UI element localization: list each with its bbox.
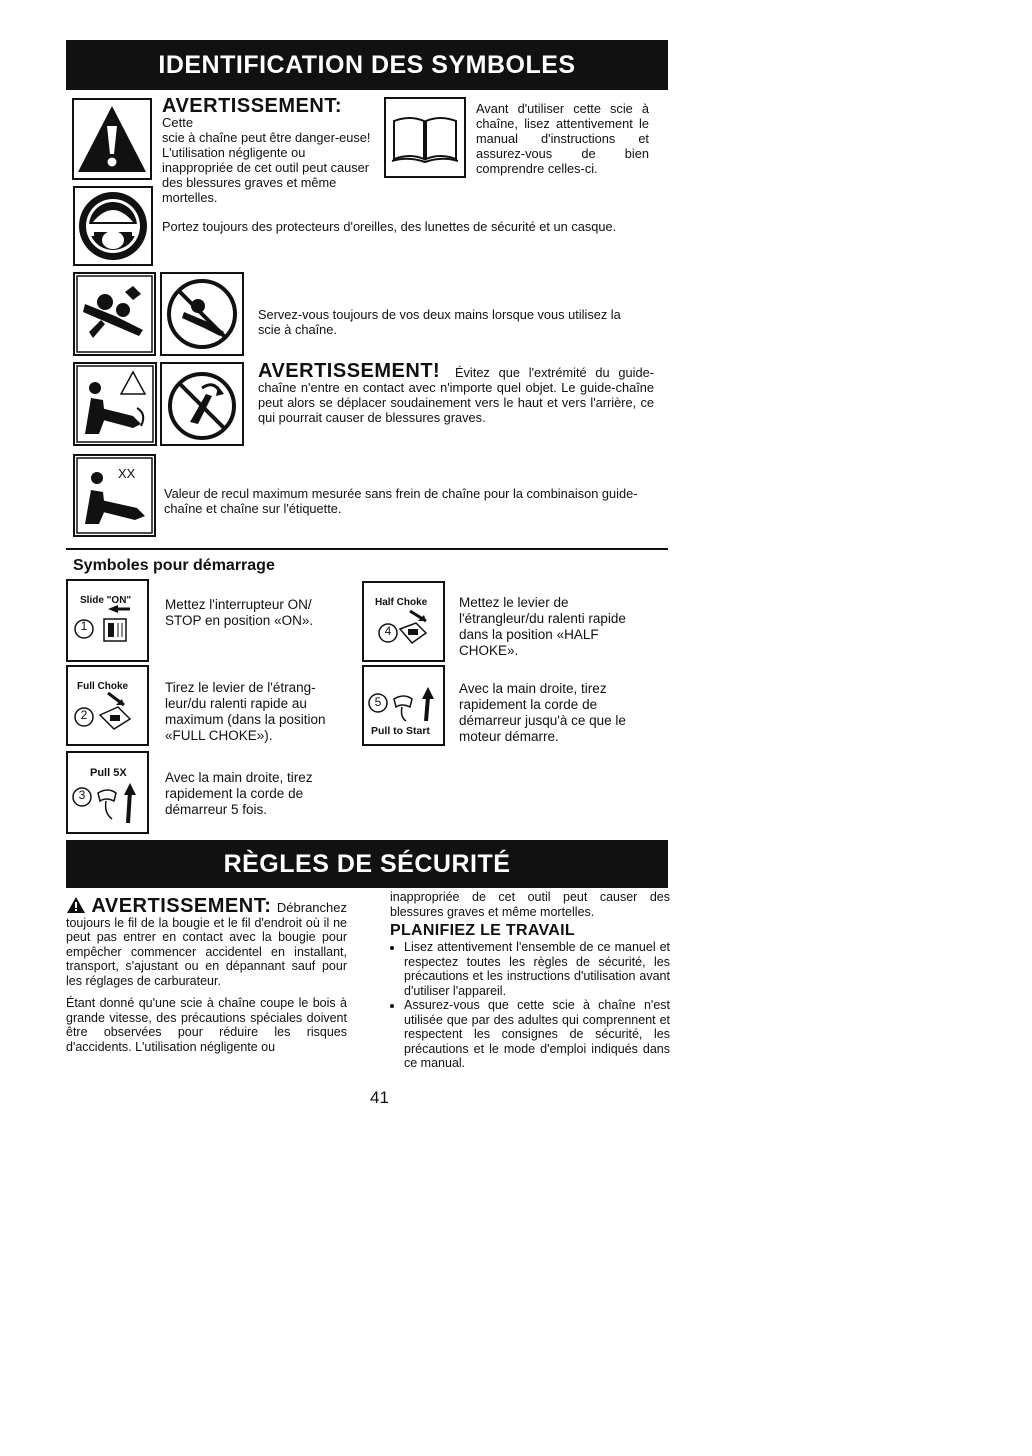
step2-icon-box [66,665,149,746]
warning-text-1 [162,95,374,205]
two-hands-chainsaw-icon [75,274,154,354]
warning-triangle-icon [74,100,150,178]
step2-label: Full Choke [77,681,129,692]
warning-heading: AVERTISSEMENT: [162,95,342,117]
kickback-icon-box [73,362,157,446]
step3-number: 3 [78,788,86,802]
safety-warning-lead: Débranchez [271,900,347,915]
step4-text: Mettez le levier de l'étrangleur/du ralenti rapide dans la position «HALF CHOKE». [459,595,626,658]
list-item: • Lisez attentivement l'ensemble de ce manuel et respectez toutes les règles de sécurité, les précautions et les instructions d'utilisation avant d'utiliser l'appareil. [404,940,670,998]
section-divider [66,548,668,550]
step1-text: Mettez l'interrupteur ON/ STOP en position «ON». [165,597,314,628]
step3-text: Avec la main droite, tirez rapidement la corde de démarreur 5 fois. [165,770,313,817]
section-banner-symbols: IDENTIFICATION DES SYMBOLES [66,40,668,90]
plan-work-list [390,940,670,1071]
plan-work-heading: PLANIFIEZ LE TRAVAIL [390,922,575,939]
step1-label: Slide "ON" [80,595,132,606]
one-hand-prohibited-icon [162,274,242,354]
page-number: 41 [370,1088,389,1107]
two-hands-icon-box [73,272,156,356]
section-banner-safety: RÈGLES DE SÉCURITÉ [66,840,668,888]
ppe-icon-box [73,186,153,266]
kickback-body: Évitez que l'extrémité du guide-chaîne n'entre en contact avec n'importe quel objet. Le guide-chaîne peut alors se déplacer soudainement vers le haut et vers l'arrière, ce qui pourrait causer de blessures graves. [258,365,654,425]
step4-label: Half Choke [375,597,428,608]
safety-right-column [390,890,670,1071]
ppe-text: Portez toujours des protecteurs d'oreilles, des lunettes de sécurité et un casque. [162,219,617,234]
step5-icon-box [362,665,445,746]
step2-number: 2 [80,708,88,722]
start-symbols-title: Symboles pour démarrage [73,557,275,574]
full-choke-icon [68,667,147,744]
safety-warning-body: toujours le fil de la bougie et le fil d'endroit où il ne peut pas entrer en contact avec la bougie pour empêcher commencer accidentel en installant, transport, s'ajustant ou en dépannant sauf pour les réglages de carburateur. [66,915,347,988]
kickback-warning-icon [75,364,155,444]
list-item: • Assurez-vous que cette scie à chaîne n'est utilisée que par des adultes qui comprennent et respectent les consignes de sécurité, les précautions et le mode d'emploi indiqués dans ce manual. [404,998,670,1071]
step1-icon-box [66,579,149,662]
safety-paragraph-2: Étant donné qu'une scie à chaîne coupe le bois à grande vitesse, des précautions spéciales doivent être observées pour réduire les risques d'accidents. L'utilisation négligente ou [66,996,347,1054]
step4-icon-box [362,581,445,662]
kickback-value-icon [75,456,154,535]
warning-body: scie à chaîne peut être danger-euse! L'utilisation négligente ou inappropriée de cet outil peut causer des blessures graves et même mortelles. [162,130,371,205]
step1-number: 1 [80,619,88,633]
step5-number: 5 [374,695,382,709]
kickback-value-icon-box [73,454,156,537]
safety-left-column [66,896,347,1054]
safety-warning-heading: AVERTISSEMENT: [91,895,272,917]
book-icon [386,99,464,176]
half-choke-icon [364,583,443,660]
one-hand-prohibited-icon-box [160,272,244,356]
step5-label: Pull to Start [371,725,430,737]
step3-icon-box [66,751,149,834]
tip-contact-prohibited-icon-box [160,362,244,446]
two-hands-text: Servez-vous toujours de vos deux mains lorsque vous utilisez la scie à chaîne. [258,307,621,337]
manual-icon-box [384,97,466,178]
kickback-value-text: Valeur de recul maximum mesurée sans frein de chaîne pour la combinaison guide-chaîne et chaîne sur l'étiquette. [164,486,638,516]
warning-icon-box [72,98,152,180]
safety-warning-paragraph [66,896,347,988]
safety-warning-icon [66,896,86,914]
step2-text: Tirez le levier de l'étrang-leur/du ralenti rapide au maximum (dans la position «FULL CHOKE»). [165,680,326,743]
safety-paragraph-2-cont: inappropriée de cet outil peut causer des blessures graves et même mortelles. [390,890,670,919]
step5-text: Avec la main droite, tirez rapidement la corde de démarreur jusqu'à ce que le moteur démarre. [459,681,626,744]
step3-label: Pull 5X [90,767,127,779]
tip-contact-prohibited-icon [162,364,242,444]
kickback-warning-text [258,360,654,425]
step4-number: 4 [384,624,392,638]
kickback-value-label: XX [118,466,136,481]
warning-lead: Cette [162,115,194,130]
kickback-heading: AVERTISSEMENT! [258,360,441,382]
manual-text: Avant d'utiliser cette scie à chaîne, lisez attentivement le manual d'instructions et assurez-vous de bien comprendre celles-ci. [476,101,649,176]
protective-gear-icon [75,188,151,264]
